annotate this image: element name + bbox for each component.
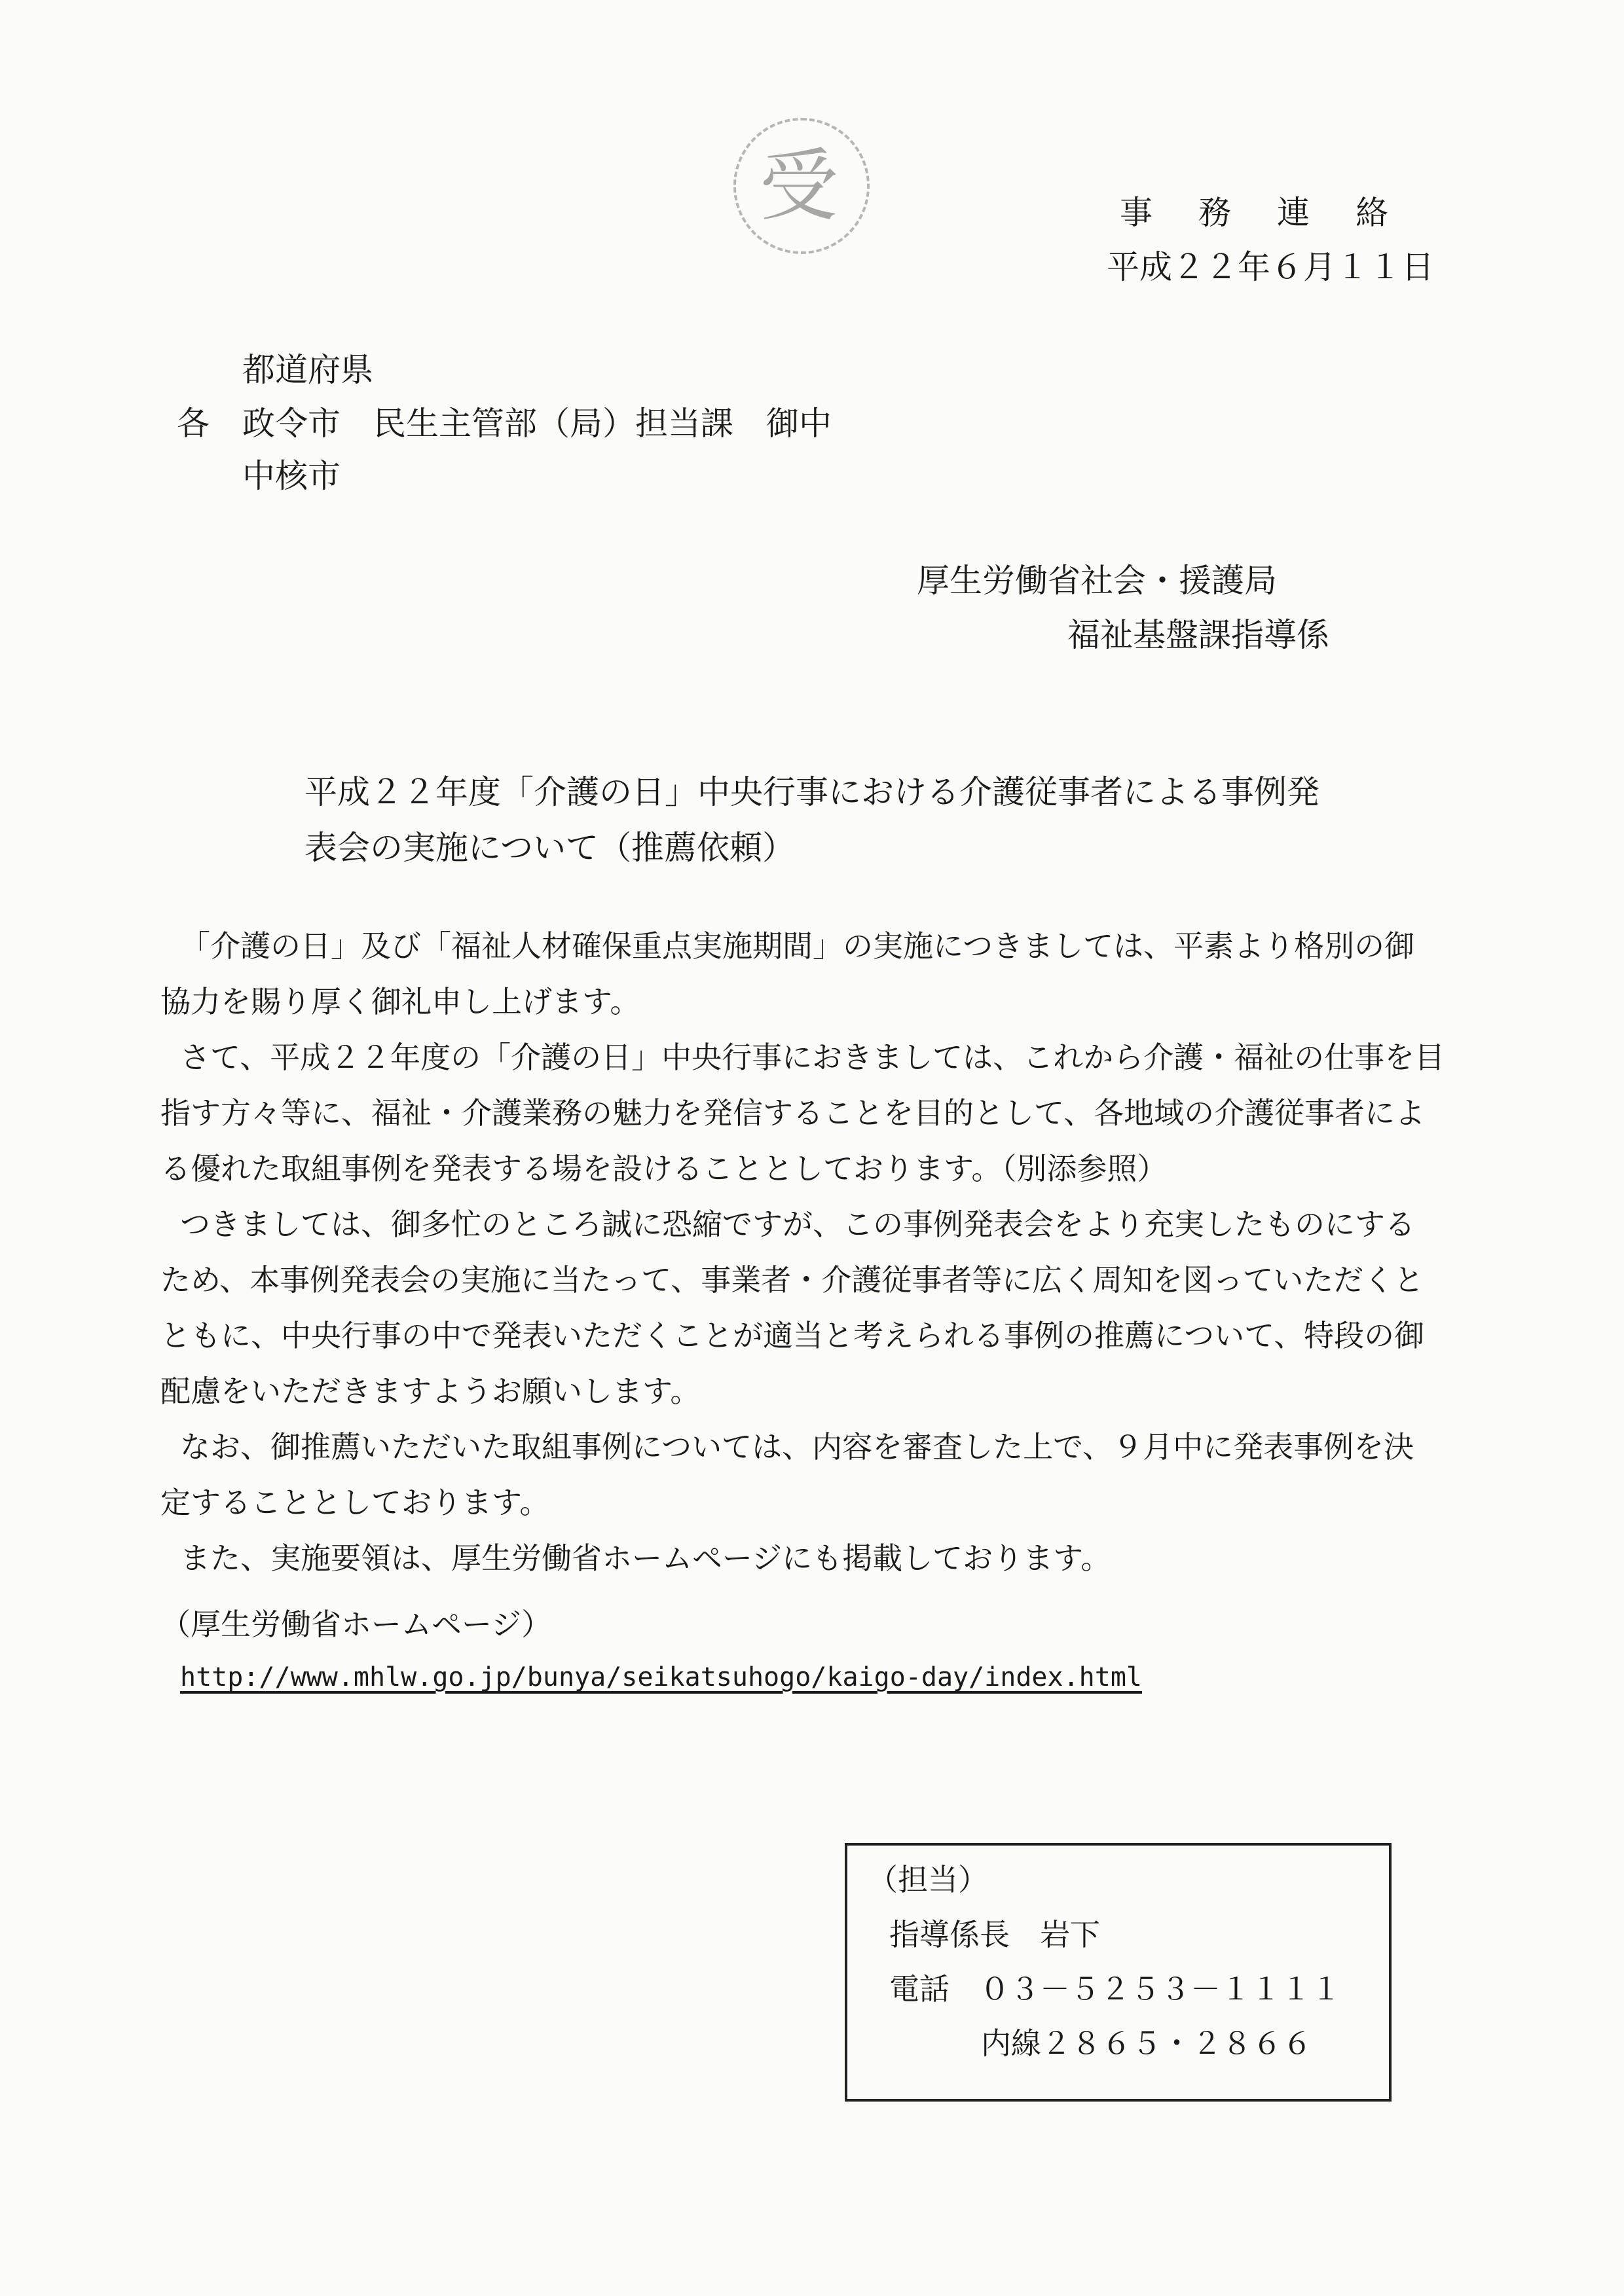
body-line: る優れた取組事例を発表する場を設けることとしております。（別添参照） <box>160 1151 1168 1186</box>
contact-phone: 電話 ０３－５２５３－１１１１ <box>889 1971 1341 2007</box>
body-line: なお、御推薦いただいた取組事例については、内容を審査した上で、９月中に発表事例を決 <box>180 1429 1414 1465</box>
document-type: 事務連絡 <box>1120 194 1434 232</box>
recipient-line-1: 都道府県 <box>242 351 373 389</box>
contact-heading: （担当） <box>868 1862 988 1897</box>
body-line: また、実施要領は、厚生労働省ホームページにも掲載しております。 <box>180 1540 1111 1576</box>
body-line: 「介護の日」及び「福祉人材確保重点実施期間」の実施につきましては、平素より格別の御 <box>180 928 1415 964</box>
document-date: 平成２２年６月１１日 <box>1107 248 1434 286</box>
subject-line-1: 平成２２年度「介護の日」中央行事における介護従事者による事例発 <box>304 773 1320 811</box>
sender-bureau: 厚生労働省社会・援護局 <box>917 562 1277 600</box>
recipient-line-2: 各 政令市 民生主管部（局）担当課 御中 <box>177 405 832 443</box>
body-line: さて、平成２２年度の「介護の日」中央行事におきましては、これから介護・福祉の仕事を目 <box>180 1040 1445 1075</box>
sender-section: 福祉基盤課指導係 <box>1067 616 1329 654</box>
subject-line-2: 表会の実施について（推薦依頼） <box>304 829 795 867</box>
contact-person: 指導係長 岩下 <box>889 1917 1100 1952</box>
homepage-label: （厚生労働省ホームページ） <box>160 1607 552 1642</box>
body-line: 定することとしております。 <box>160 1485 550 1520</box>
body-line: 配慮をいただきますようお願いします。 <box>160 1374 701 1409</box>
contact-extension: 内線２８６５・２８６６ <box>981 2026 1312 2061</box>
body-line: つきましては、御多忙のところ誠に恐縮ですが、この事例発表会をより充実したものにする <box>180 1207 1415 1242</box>
homepage-url-link[interactable]: http://www.mhlw.go.jp/bunya/seikatsuhogo/kaigo-day/index.html <box>180 1662 1143 1692</box>
body-line: 指す方々等に、福祉・介護業務の魅力を発信することを目的として、各地域の介護従事者によ <box>160 1095 1426 1131</box>
received-stamp-glyph: 受 <box>760 141 838 232</box>
recipient-line-3: 中核市 <box>242 457 341 495</box>
body-line: ともに、中央行事の中で発表いただくことが適当と考えられる事例の推薦について、特段の御 <box>160 1318 1425 1353</box>
body-line: ため、本事例発表会の実施に当たって、事業者・介護従事者等に広く周知を図っていただくと <box>160 1262 1424 1298</box>
body-line: 協力を賜り厚く御礼申し上げます。 <box>160 984 640 1019</box>
